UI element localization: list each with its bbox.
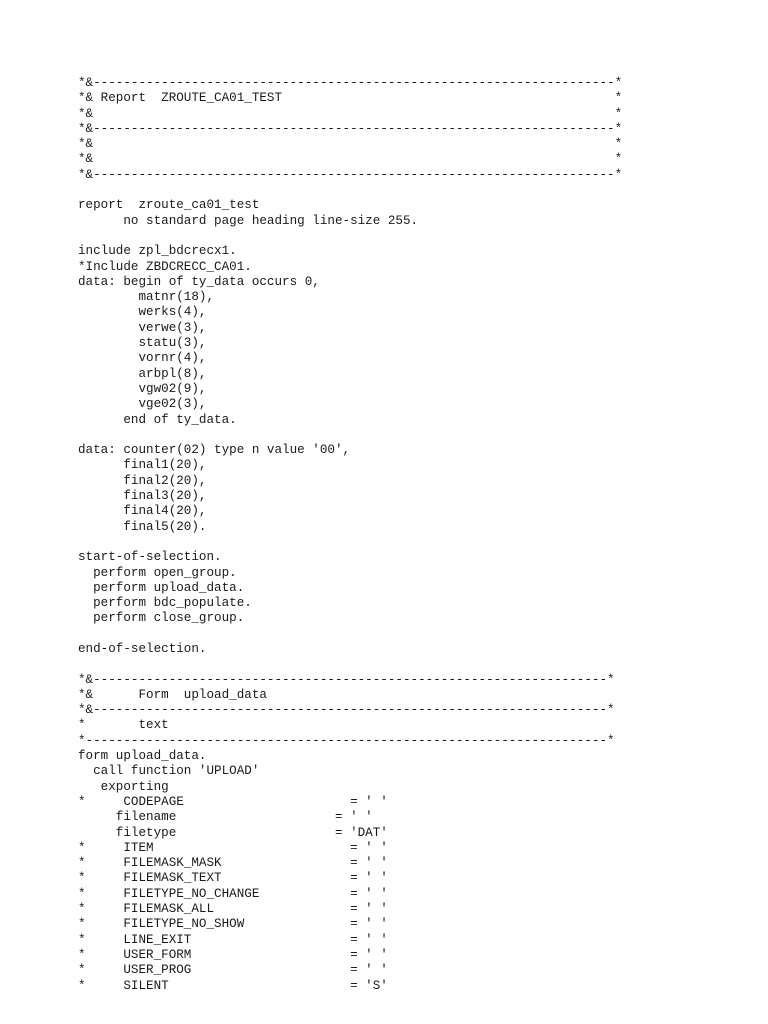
code-line: vge02(3), bbox=[78, 397, 207, 412]
code-line: filetype = 'DAT' bbox=[78, 825, 388, 840]
code-line: exporting bbox=[78, 779, 169, 794]
code-line: *& * bbox=[78, 106, 623, 121]
code-line: perform bdc_populate. bbox=[78, 596, 252, 611]
code-line: matnr(18), bbox=[78, 290, 215, 305]
code-line: * FILEMASK_MASK = ' ' bbox=[78, 856, 388, 871]
code-line: *&---------------------------------------------------------------------* bbox=[78, 76, 623, 90]
code-line: report zroute_ca01_test bbox=[78, 198, 260, 213]
code-line: * USER_FORM = ' ' bbox=[78, 947, 388, 962]
code-line: * FILEMASK_ALL = ' ' bbox=[78, 902, 388, 917]
code-line: * text bbox=[78, 718, 169, 733]
code-line: perform open_group. bbox=[78, 565, 237, 580]
code-line: final1(20), bbox=[78, 458, 207, 473]
code-line bbox=[78, 428, 638, 443]
code-line: no standard page heading line-size 255. bbox=[78, 213, 419, 228]
code-listing bbox=[78, 76, 638, 994]
code-line: *& Report ZROUTE_CA01_TEST * bbox=[78, 91, 623, 106]
code-line bbox=[78, 183, 638, 198]
code-line: *&---------------------------------------------------------------------* bbox=[78, 121, 623, 136]
code-line: start-of-selection. bbox=[78, 550, 222, 565]
code-line: * CODEPAGE = ' ' bbox=[78, 794, 388, 809]
code-line: arbpl(8), bbox=[78, 366, 207, 381]
code-line: data: counter(02) type n value '00', bbox=[78, 443, 351, 458]
code-line: perform upload_data. bbox=[78, 580, 245, 595]
code-line: include zpl_bdcrecx1. bbox=[78, 244, 237, 259]
code-line: final5(20). bbox=[78, 519, 207, 534]
code-line: *& * bbox=[78, 152, 623, 167]
code-line bbox=[78, 229, 638, 244]
code-line bbox=[78, 535, 638, 550]
code-line: * FILEMASK_TEXT = ' ' bbox=[78, 871, 388, 886]
code-line: final4(20), bbox=[78, 504, 207, 519]
code-line bbox=[78, 627, 638, 642]
code-line: * LINE_EXIT = ' ' bbox=[78, 932, 388, 947]
code-line: data: begin of ty_data occurs 0, bbox=[78, 274, 320, 289]
code-line: *&--------------------------------------------------------------------* bbox=[78, 672, 615, 687]
code-line: end of ty_data. bbox=[78, 412, 237, 427]
code-line: * SILENT = 'S' bbox=[78, 978, 388, 993]
code-line: call function 'UPLOAD' bbox=[78, 764, 260, 779]
code-line: vornr(4), bbox=[78, 351, 207, 366]
code-line: final2(20), bbox=[78, 473, 207, 488]
code-line: * FILETYPE_NO_CHANGE = ' ' bbox=[78, 886, 388, 901]
code-line: * FILETYPE_NO_SHOW = ' ' bbox=[78, 917, 388, 932]
code-line: final3(20), bbox=[78, 489, 207, 504]
code-line: end-of-selection. bbox=[78, 641, 207, 656]
code-line: form upload_data. bbox=[78, 749, 207, 764]
code-line: *& Form upload_data bbox=[78, 687, 267, 702]
code-line: perform close_group. bbox=[78, 611, 245, 626]
code-line: *---------------------------------------------------------------------* bbox=[78, 733, 615, 748]
code-line: *Include ZBDCRECC_CA01. bbox=[78, 259, 252, 274]
code-line: * ITEM = ' ' bbox=[78, 840, 388, 855]
code-line: statu(3), bbox=[78, 336, 207, 351]
code-line: *&--------------------------------------------------------------------* bbox=[78, 703, 615, 718]
code-line: *&---------------------------------------------------------------------* bbox=[78, 167, 623, 182]
code-line: vgw02(9), bbox=[78, 381, 207, 396]
code-line: * USER_PROG = ' ' bbox=[78, 963, 388, 978]
code-line: werks(4), bbox=[78, 305, 207, 320]
code-line: verwe(3), bbox=[78, 320, 207, 335]
code-line bbox=[78, 657, 638, 672]
code-line: *& * bbox=[78, 137, 623, 152]
code-line: filename = ' ' bbox=[78, 810, 373, 825]
